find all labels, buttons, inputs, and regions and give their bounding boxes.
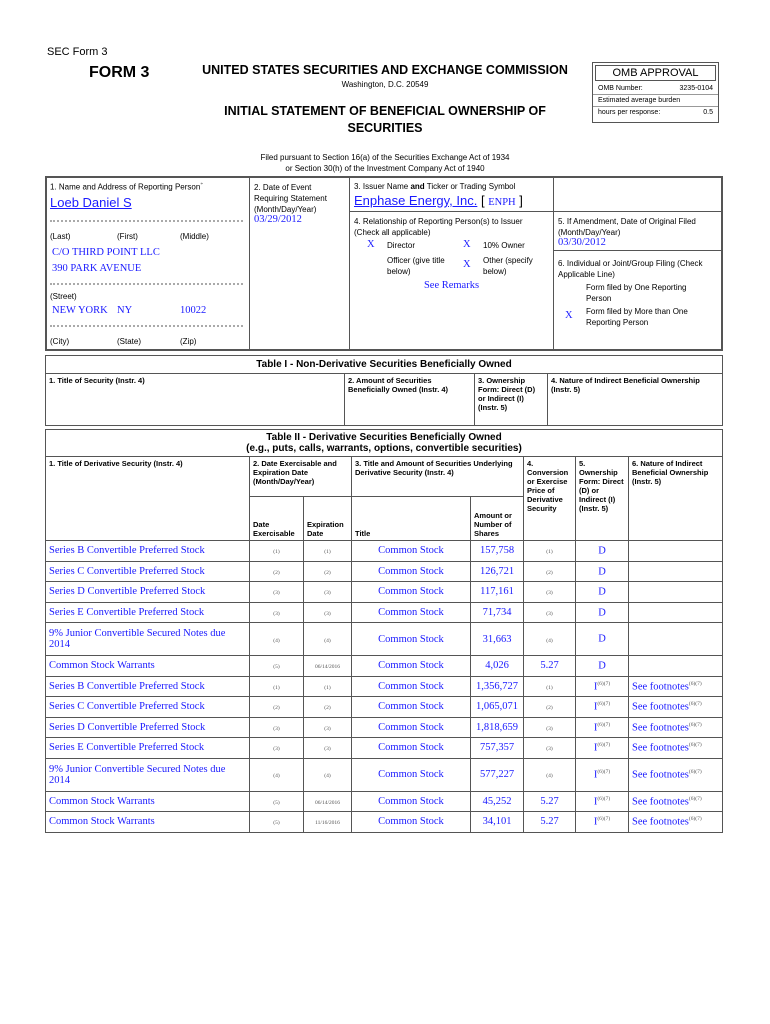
- date-exercisable: (3): [250, 738, 304, 759]
- sec-form-label: SEC Form 3: [47, 46, 108, 58]
- derivative-title: 9% Junior Convertible Secured Notes due 2014: [46, 623, 250, 656]
- date-exercisable: (3): [250, 582, 304, 603]
- nature-of-ownership: [629, 623, 723, 656]
- t2-col-under-title: Title: [352, 497, 471, 541]
- expiration-date: (3): [304, 738, 352, 759]
- conversion-price: (4): [524, 758, 576, 791]
- ownership-form: $I^{(6)(7)}$: [576, 676, 629, 697]
- underlying-title: Common Stock: [352, 812, 471, 833]
- table-row: [46, 561, 723, 582]
- table-row: [46, 656, 723, 677]
- nature-of-ownership: See footnotes$^{(6)(7)}$: [629, 676, 723, 697]
- shares-amount: 1,356,727: [471, 676, 524, 697]
- t1-col-amount: 2. Amount of Securities Beneficially Owned (Instr. 4): [345, 374, 475, 426]
- shares-amount: 1,818,659: [471, 717, 524, 738]
- ownership-form: D: [576, 541, 629, 562]
- t2-col-conversion: 4. Conversion or Exercise Price of Derivative Security: [524, 457, 576, 541]
- box2-label: 2. Date of Event Requiring Statement (Month/Day/Year): [254, 183, 327, 214]
- date-exercisable: (2): [250, 561, 304, 582]
- nature-of-ownership: See footnotes$^{(6)(7)}$: [629, 717, 723, 738]
- date-exercisable: (2): [250, 697, 304, 718]
- date-exercisable: (3): [250, 717, 304, 738]
- date-exercisable: (5): [250, 791, 304, 812]
- table-2: [45, 429, 723, 833]
- derivative-title: Series C Convertible Preferred Stock: [46, 697, 250, 718]
- more-person-label: Form filed by More than One Reporting Person: [586, 307, 688, 327]
- box3-label: 3. Issuer Name and Ticker or Trading Symbol: [354, 182, 516, 191]
- nature-of-ownership: [629, 541, 723, 562]
- underlying-title: Common Stock: [352, 697, 471, 718]
- table-row: [46, 676, 723, 697]
- expiration-date: (2): [304, 697, 352, 718]
- ownership-form: D: [576, 623, 629, 656]
- conversion-price: 5.27: [524, 791, 576, 812]
- street-line2: 390 PARK AVENUE: [52, 263, 142, 274]
- street-label: (Street): [50, 292, 77, 301]
- shares-amount: 34,101: [471, 812, 524, 833]
- nature-of-ownership: See footnotes$^{(6)(7)}$: [629, 738, 723, 759]
- table-row: [46, 582, 723, 603]
- t2-col-underlying: 3. Title and Amount of Securities Underlying Derivative Security (Instr. 4): [352, 457, 524, 497]
- underlying-title: Common Stock: [352, 541, 471, 562]
- agency-location: Washington, D.C. 20549: [341, 80, 429, 89]
- state-value: NY: [117, 305, 133, 316]
- date-exercisable: (1): [250, 676, 304, 697]
- derivative-title: Common Stock Warrants: [46, 791, 250, 812]
- conversion-price: (4): [524, 623, 576, 656]
- underlying-title: Common Stock: [352, 791, 471, 812]
- t2-col-nature: 6. Nature of Indirect Beneficial Ownership (Instr. 5): [629, 457, 723, 541]
- nature-of-ownership: See footnotes$^{(6)(7)}$: [629, 758, 723, 791]
- shares-amount: 31,663: [471, 623, 524, 656]
- box6-label: 6. Individual or Joint/Group Filing (Check Applicable Line): [558, 259, 703, 279]
- date-exercisable: (1): [250, 541, 304, 562]
- shares-amount: 577,227: [471, 758, 524, 791]
- ownership-form: D: [576, 602, 629, 623]
- box4-label: 4. Relationship of Reporting Person(s) to Issuer (Check all applicable): [354, 217, 523, 237]
- state-label: (State): [117, 337, 142, 346]
- underlying-title: Common Stock: [352, 623, 471, 656]
- expiration-date: (3): [304, 582, 352, 603]
- ownership-form: $I^{(6)(7)}$: [576, 738, 629, 759]
- shares-amount: 4,026: [471, 656, 524, 677]
- table-row: [46, 738, 723, 759]
- date-exercisable: (4): [250, 623, 304, 656]
- ownership-form: $I^{(6)(7)}$: [576, 791, 629, 812]
- expiration-date: 06/14/2016: [304, 656, 352, 677]
- underlying-title: Common Stock: [352, 656, 471, 677]
- ownership-form: $I^{(6)(7)}$: [576, 717, 629, 738]
- underlying-title: Common Stock: [352, 582, 471, 603]
- city-value: NEW YORK: [52, 305, 108, 316]
- table-row: [46, 697, 723, 718]
- table-row: [46, 541, 723, 562]
- table1-title: Table I - Non-Derivative Securities Beneficially Owned: [46, 356, 723, 374]
- ticker: ENPH: [488, 197, 516, 208]
- zip-label: (Zip): [180, 337, 197, 346]
- conversion-price: 5.27: [524, 812, 576, 833]
- owner-label: 10% Owner: [483, 241, 525, 250]
- ownership-form: $I^{(6)(7)}$: [576, 758, 629, 791]
- shares-amount: 1,065,071: [471, 697, 524, 718]
- form-number: FORM 3: [89, 64, 150, 81]
- ownership-form: $I^{(6)(7)}$: [576, 697, 629, 718]
- derivative-title: 9% Junior Convertible Secured Notes due 2014: [46, 758, 250, 791]
- underlying-title: Common Stock: [352, 717, 471, 738]
- shares-amount: 117,161: [471, 582, 524, 603]
- derivative-title: Common Stock Warrants: [46, 812, 250, 833]
- other-check[interactable]: X: [463, 259, 471, 270]
- street-line1: C/O THIRD POINT LLC: [52, 247, 160, 258]
- event-date: 03/29/2012: [254, 214, 302, 225]
- issuer-link[interactable]: Enphase Energy, Inc.: [354, 193, 478, 208]
- nature-of-ownership: See footnotes$^{(6)(7)}$: [629, 812, 723, 833]
- derivative-title: Common Stock Warrants: [46, 656, 250, 677]
- table-row: [46, 791, 723, 812]
- t2-col-title: 1. Title of Derivative Security (Instr. 4): [46, 457, 250, 541]
- conversion-price: (3): [524, 602, 576, 623]
- expiration-date: (1): [304, 541, 352, 562]
- officer-label: Officer (give title below): [387, 256, 445, 276]
- derivative-title: Series B Convertible Preferred Stock: [46, 541, 250, 562]
- omb-number: 3235-0104: [679, 85, 713, 92]
- nature-of-ownership: See footnotes$^{(6)(7)}$: [629, 791, 723, 812]
- table-row: [46, 623, 723, 656]
- middle-label: (Middle): [180, 232, 209, 241]
- t2-col-dates: 2. Date Exercisable and Expiration Date (Month/Day/Year): [250, 457, 352, 497]
- zip-value: 10022: [180, 305, 207, 316]
- derivative-title: Series C Convertible Preferred Stock: [46, 561, 250, 582]
- expiration-date: (3): [304, 717, 352, 738]
- t2-col-shares: Amount or Number of Shares: [471, 497, 524, 541]
- t2-col-ownership: 5. Ownership Form: Direct (D) or Indirect (I) (Instr. 5): [576, 457, 629, 541]
- issuer: Enphase Energy, Inc. [ ENPH ]: [354, 193, 523, 208]
- amendment-date: 03/30/2012: [558, 237, 606, 248]
- shares-amount: 126,721: [471, 561, 524, 582]
- ownership-form: D: [576, 561, 629, 582]
- conversion-price: (1): [524, 676, 576, 697]
- t2-col-expiration: Expiration Date: [304, 497, 352, 541]
- filed-pursuant: Filed pursuant to Section 16(a) of the Securities Exchange Act of 1934 or Section 30(h) of the Investment Company Act of 1940: [260, 153, 510, 173]
- date-exercisable: (4): [250, 758, 304, 791]
- table-row: [46, 602, 723, 623]
- date-exercisable: (5): [250, 656, 304, 677]
- conversion-price: (2): [524, 697, 576, 718]
- table-row: [46, 717, 723, 738]
- expiration-date: (4): [304, 623, 352, 656]
- omb-title: OMB APPROVAL: [595, 65, 716, 81]
- date-exercisable: (5): [250, 812, 304, 833]
- ownership-form: D: [576, 656, 629, 677]
- derivative-title: Series B Convertible Preferred Stock: [46, 676, 250, 697]
- nature-of-ownership: [629, 602, 723, 623]
- table2-title: Table II - Derivative Securities Beneficially Owned (e.g., puts, calls, warrants, options, convertible securities): [46, 430, 723, 457]
- last-label: (Last): [50, 232, 71, 241]
- expiration-date: (3): [304, 602, 352, 623]
- reporting-person-link[interactable]: Loeb Daniel S: [50, 195, 132, 210]
- omb-approval-box: OMB APPROVAL OMB Number: 3235-0104 Estimated average burden hours per response: 0.5: [592, 62, 719, 123]
- underlying-title: Common Stock: [352, 561, 471, 582]
- form-title: INITIAL STATEMENT OF BENEFICIAL OWNERSHIP OF SECURITIES: [224, 104, 546, 135]
- city-label: (City): [50, 337, 70, 346]
- derivative-title: Series E Convertible Preferred Stock: [46, 738, 250, 759]
- ownership-form: D: [576, 582, 629, 603]
- ownership-form: $I^{(6)(7)}$: [576, 812, 629, 833]
- conversion-price: (2): [524, 561, 576, 582]
- first-label: (First): [117, 232, 138, 241]
- nature-of-ownership: [629, 582, 723, 603]
- derivative-title: Series E Convertible Preferred Stock: [46, 602, 250, 623]
- owner-check[interactable]: X: [463, 239, 471, 250]
- conversion-price: (3): [524, 717, 576, 738]
- t1-col-ownership: 3. Ownership Form: Direct (D) or Indirect (I) (Instr. 5): [475, 374, 548, 426]
- conversion-price: (3): [524, 582, 576, 603]
- director-check[interactable]: X: [367, 239, 375, 250]
- expiration-date: 11/16/2016: [304, 812, 352, 833]
- nature-of-ownership: See footnotes$^{(6)(7)}$: [629, 697, 723, 718]
- t1-col-title: 1. Title of Security (Instr. 4): [46, 374, 345, 426]
- conversion-price: (3): [524, 738, 576, 759]
- t1-col-nature: 4. Nature of Indirect Beneficial Ownership (Instr. 5): [548, 374, 723, 426]
- underlying-title: Common Stock: [352, 738, 471, 759]
- shares-amount: 71,734: [471, 602, 524, 623]
- date-exercisable: (3): [250, 602, 304, 623]
- omb-hours: 0.5: [703, 109, 713, 116]
- director-label: Director: [387, 241, 416, 250]
- expiration-date: (4): [304, 758, 352, 791]
- t2-col-date-exercisable: Date Exercisable: [250, 497, 304, 541]
- derivative-title: Series D Convertible Preferred Stock: [46, 717, 250, 738]
- underlying-title: Common Stock: [352, 602, 471, 623]
- table-row: [46, 758, 723, 791]
- table-1: [45, 355, 723, 426]
- more-person-check[interactable]: X: [565, 310, 573, 321]
- box5-label: 5. If Amendment, Date of Original Filed (Month/Day/Year): [558, 217, 696, 237]
- one-person-label: Form filed by One Reporting Person: [586, 283, 687, 303]
- expiration-date: 06/14/2016: [304, 791, 352, 812]
- expiration-date: (1): [304, 676, 352, 697]
- nature-of-ownership: [629, 656, 723, 677]
- shares-amount: 757,357: [471, 738, 524, 759]
- underlying-title: Common Stock: [352, 758, 471, 791]
- see-remarks: See Remarks: [423, 280, 480, 291]
- table-row: [46, 812, 723, 833]
- shares-amount: 157,758: [471, 541, 524, 562]
- expiration-date: (2): [304, 561, 352, 582]
- shares-amount: 45,252: [471, 791, 524, 812]
- conversion-price: (1): [524, 541, 576, 562]
- underlying-title: Common Stock: [352, 676, 471, 697]
- derivative-title: Series D Convertible Preferred Stock: [46, 582, 250, 603]
- conversion-price: 5.27: [524, 656, 576, 677]
- box1-label: 1. Name and Address of Reporting Person*: [50, 182, 204, 192]
- other-label: Other (specify below): [483, 256, 533, 276]
- nature-of-ownership: [629, 561, 723, 582]
- agency-title: UNITED STATES SECURITIES AND EXCHANGE COMMISSION: [202, 63, 568, 77]
